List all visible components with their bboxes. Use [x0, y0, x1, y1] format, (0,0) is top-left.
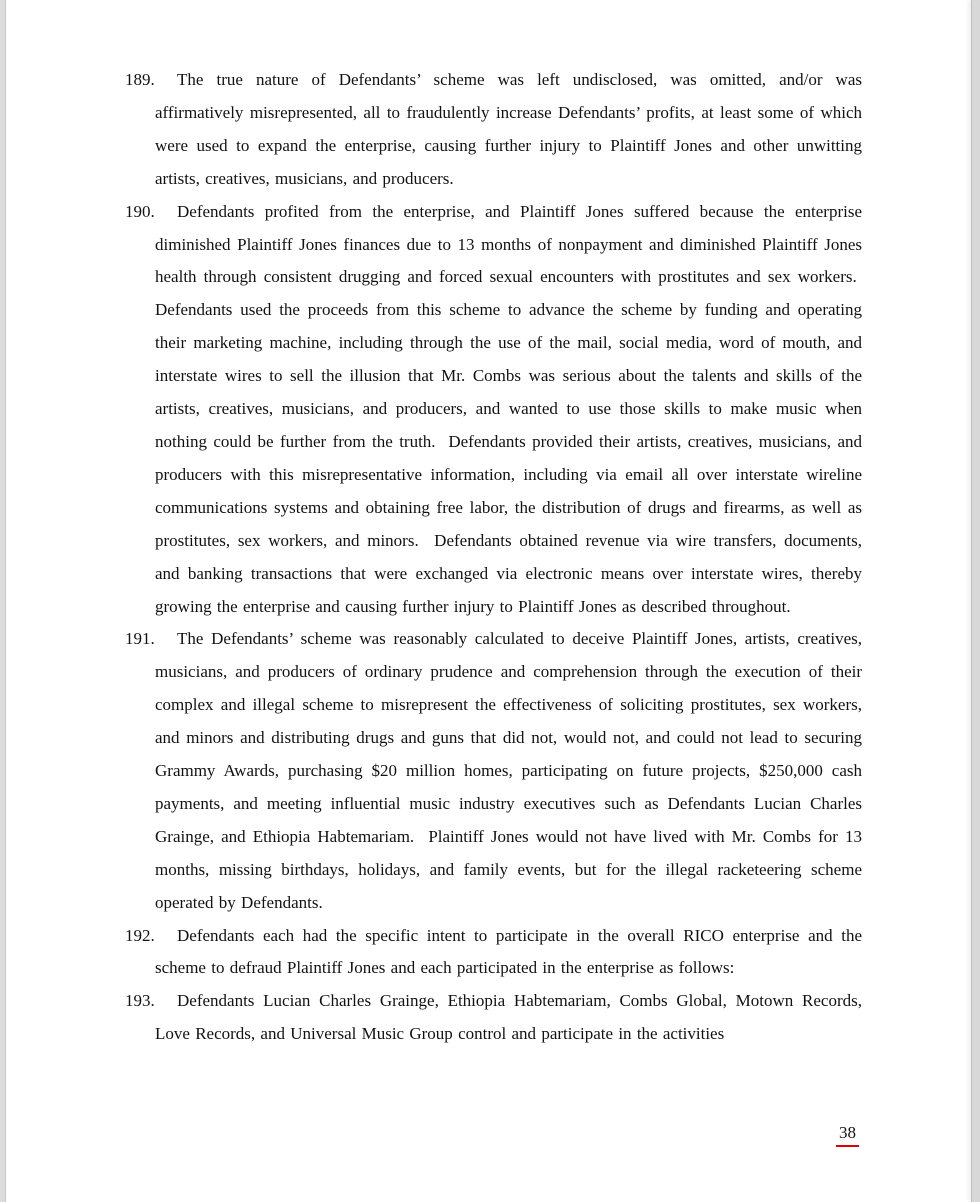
paragraph-192 — [125, 920, 862, 986]
paragraph-193-number: 193. — [125, 991, 155, 1011]
document-body — [125, 64, 862, 1051]
page-left-edge — [0, 0, 6, 1202]
paragraph-189 — [125, 64, 862, 196]
paragraph-192-text: Defendants each had the specific intent to participate in the overall RICO enterprise and the scheme to defraud Plaintiff Jones and each participated in the enterprise as follows: — [155, 925, 862, 978]
paragraph-190-text: Defendants profited from the enterprise, and Plaintiff Jones suffered because the enterprise diminished Plaintiff Jones finances due to 13 months of nonpayment and diminished Plaintiff Jones health through consistent drugging and forced sexual encounters with prostitutes and sex workers. Defendants used the proceeds from this scheme to advance the scheme by funding and operating their marketing machine, including through the use of the mail, social media, word of mouth, and interstate wires to sell the illusion that Mr. Combs was serious about the talents and skills of the artists, creatives, musicians, and producers, and wanted to use those skills to make music when nothing could be further from the truth. Defendants provided their artists, creatives, musicians, and producers with this misrepresentative information, including via email all over interstate wireline communications systems and obtaining free labor, the distribution of drugs and firearms, as well as prostitutes, sex workers, and minors. Defendants obtained revenue via wire transfers, documents, and banking transactions that were exchanged via electronic means over interstate wires, thereby growing the enterprise and causing further injury to Plaintiff Jones as described throughout. — [155, 201, 862, 616]
paragraph-191-number: 191. — [125, 629, 155, 649]
paragraph-190 — [125, 196, 862, 624]
paragraph-193-text: Defendants Lucian Charles Grainge, Ethiopia Habtemariam, Combs Global, Motown Records, Love Records, and Universal Music Group control and participate in the activities — [155, 991, 862, 1044]
paragraph-189-text: The true nature of Defendants’ scheme was left undisclosed, was omitted, and/or was affirmatively misrepresented, all to fraudulently increase Defendants’ profits, at least some of which were used to expand the enterprise, causing further injury to Plaintiff Jones and other unwitting artists, creatives, musicians, and producers. — [155, 70, 862, 188]
paragraph-191-text: The Defendants’ scheme was reasonably calculated to deceive Plaintiff Jones, artists, creatives, musicians, and producers of ordinary prudence and comprehension through the execution of their complex and illegal scheme to misrepresent the effectiveness of soliciting prostitutes, sex workers, and minors and distributing drugs and guns that did not, would not, and could not lead to securing Grammy Awards, purchasing $20 million homes, participating on future projects, $250,000 cash payments, and meeting influential music industry executives such as Defendants Lucian Charles Grainge, and Ethiopia Habtemariam. Plaintiff Jones would not have lived with Mr. Combs for 13 months, missing birthdays, holidays, and family events, but for the illegal racketeering scheme operated by Defendants. — [155, 629, 862, 912]
page-number: 38 — [836, 1121, 859, 1147]
paragraph-190-number: 190. — [125, 201, 155, 221]
paragraph-192-number: 192. — [125, 925, 155, 945]
paragraph-193 — [125, 985, 862, 1051]
paragraph-191 — [125, 623, 862, 919]
page-right-edge — [971, 0, 980, 1202]
paragraph-189-number: 189. — [125, 70, 155, 89]
